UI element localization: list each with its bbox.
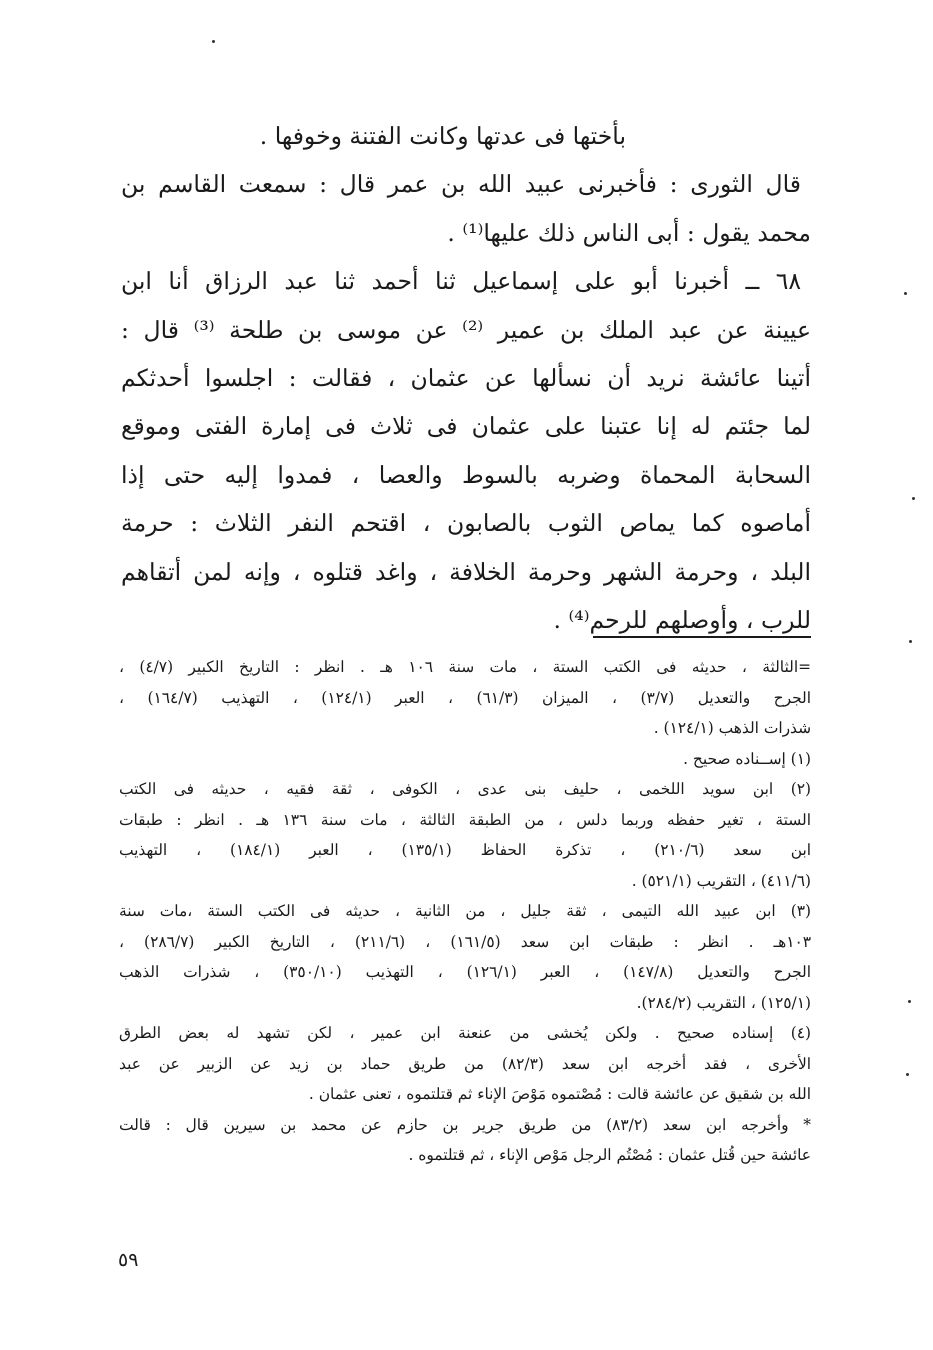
scan-speck xyxy=(906,1073,909,1076)
page-number: ٥٩ xyxy=(118,1249,139,1271)
footnote-line: (١٢٥/١) ، التقريب (٢٨٤/٢). xyxy=(636,993,811,1012)
scan-speck xyxy=(909,640,912,643)
footnote-line: * وأخرجه ابن سعد (٨٣/٢) من طريق جرير بن حازم عن محمد بن سيرين قال : قالت xyxy=(119,1115,811,1134)
main-text-line: ٦٨ ــ أخبرنا أبو على إسماعيل ثنا أحمد ثنا عبد الرزاق أنا ابن xyxy=(121,267,801,296)
main-text-line: السحابة المحماة وضربه بالسوط والعصا ، فمدوا إليه حتى إذا xyxy=(121,460,811,489)
main-text-line: محمد يقول : أبى الناس ذلك عليها⁽¹⁾ . xyxy=(447,218,811,247)
footnote-line: الله بن شقيق عن عائشة قالت : مُصْتموه مَوْصَ الإناء ثم قتلتموه ، تعنى عثمان . xyxy=(308,1085,811,1103)
main-text-line: البلد ، وحرمة الشهر وحرمة الخلافة ، واغد قتلوه ، وإنه لمن أتقاهم xyxy=(121,557,811,586)
footnote-line: (١) إســناده صحيح . xyxy=(683,749,811,768)
footnotes-block xyxy=(119,652,811,1171)
footnote-line: شذرات الذهب (١٢٤/١) . xyxy=(653,719,811,737)
main-text-line: بأختها فى عدتها وكانت الفتنة وخوفها . xyxy=(259,122,626,150)
footnote-line: الأخرى ، فقد أخرجه ابن سعد (٨٢/٣) من طريق حماد بن زيد عن الزبير عن عبد xyxy=(119,1054,812,1073)
footnote-line: الجرح والتعديل (١٤٧/٨) ، العبر (١٢٦/١) ، التهذيب (٣٥٠/١٠) ، شذرات الذهب xyxy=(119,963,811,981)
footnote-line: عائشة حين قُتل عثمان : مُصْتُم الرجل مَوْص الإناء ، ثم قتلتموه . xyxy=(408,1146,811,1164)
main-text-line: عيينة عن عبد الملك بن عمير ⁽²⁾ عن موسى بن طلحة ⁽³⁾ قال : xyxy=(121,315,811,344)
footnote-line: (٤) إسناده صحيح . ولكن يُخشى من عنعنة ابن عمير ، لكن تشهد له بعض الطرق xyxy=(119,1024,811,1042)
scan-speck xyxy=(212,40,215,43)
footnote-line: الستة ، تغير حفظه وربما دلس ، من الطبقة الثالثة ، مات سنة ١٣٦ هـ . انظر : طبقات xyxy=(119,810,811,829)
scan-speck xyxy=(908,1000,911,1003)
footnote-line: (٣) ابن عبيد الله التيمى ، ثقة جليل ، من الثانية ، حديثه فى الكتب الستة ،مات سنة xyxy=(119,902,811,920)
footnote-line: (٢) ابن سويد اللخمى ، حليف بنى عدى ، الكوفى ، ثقة فقيه ، حديثه فى الكتب xyxy=(119,780,811,798)
main-text-line: أماصوه كما يماص الثوب بالصابون ، اقتحم النفر الثلاث : حرمة xyxy=(121,509,811,538)
scan-speck xyxy=(912,497,915,500)
main-text-line: أتينا عائشة نريد أن نسألها عن عثمان ، فقالت : اجلسوا أحدثكم xyxy=(121,363,811,392)
main-text-block xyxy=(121,112,811,644)
footnote-line: الجرح والتعديل (٣/٧) ، الميزان (٦١/٣) ، العبر (١٢٤/١) ، التهذيب (١٦٤/٧) ، xyxy=(119,688,811,707)
main-text-line: لما جئتم له إنا عتبنا على عثمان فى ثلاث فى إمارة الفتى وموقع xyxy=(121,412,811,441)
footnote-line: (٤١١/٦) ، التقريب (٥٢١/١) . xyxy=(631,871,811,890)
main-text-line: للرب ، وأوصلهم للرحم⁽⁴⁾ . xyxy=(553,605,811,634)
footnote-line: ١٠٣هـ . انظر : طبقات ابن سعد (١٦١/٥) ، (٢١١/٦) ، التاريخ الكبير (٢٨٦/٧) ، xyxy=(119,932,811,951)
footnote-separator xyxy=(593,636,811,638)
scan-speck xyxy=(904,292,907,295)
main-text-line: قال الثورى : فأخبرنى عبيد الله بن عمر قال : سمعت القاسم بن xyxy=(121,170,801,199)
footnote-line: ابن سعد (٢١٠/٦) ، تذكرة الحفاظ (١٣٥/١) ، العبر (١٨٤/١) ، التهذيب xyxy=(119,841,812,859)
footnote-line: =الثالثة ، حديثه فى الكتب الستة ، مات سنة ١٠٦ هـ . انظر : التاريخ الكبير (٤/٧) ، xyxy=(119,658,811,676)
